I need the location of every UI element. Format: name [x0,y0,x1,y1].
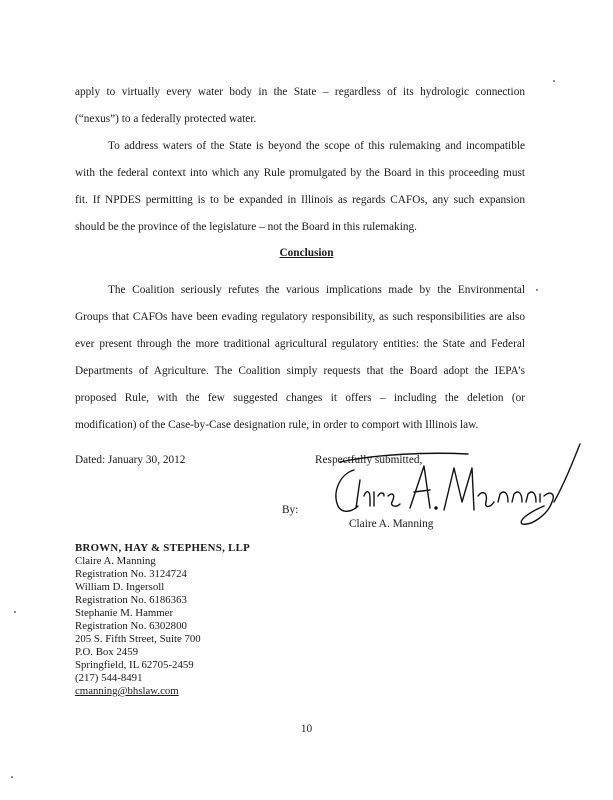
body-line: Groups that CAFOs have been evading regulatory responsibility, as such responsibilities are also [75,311,525,323]
scan-speck [14,611,16,613]
signature-stroke [554,444,580,502]
date-line: Dated: January 30, 2012 [75,454,186,466]
page-number: 10 [300,723,313,735]
scan-speck [11,776,13,778]
signature-stroke [356,480,400,508]
signature-stroke [336,470,358,511]
body-line: Departments of Agriculture. The Coalition simply requests that the Board adopt the IEPA’s [75,365,525,377]
signer-name: Claire A. Manning [349,518,434,530]
body-line: should be the province of the legislature – not the Board in this rulemaking. [75,221,417,233]
body-line: modification) of the Case-by-Case designation rule, in order to comport with Illinois law. [75,419,479,431]
firm-line: Registration No. 6186363 [75,594,187,606]
body-line: apply to virtually every water body in the State – regardless of its hydrologic connection [75,86,525,98]
firm-line: Springfield, IL 62705-2459 [75,659,194,671]
body-line: fit. If NPDES permitting is to be expanded in Illinois as regards CAFOs, any such expansion [75,194,525,206]
firm-block [75,542,250,698]
firm-line: 205 S. Fifth Street, Suite 700 [75,633,201,645]
firm-line: P.O. Box 2459 [75,646,138,658]
firm-line: Registration No. 3124724 [75,568,187,580]
firm-line: Claire A. Manning [75,555,156,567]
firm-line: Stephanie M. Hammer [75,607,174,619]
scan-speck [553,80,555,82]
firm-name: BROWN, HAY & STEPHENS, LLP [75,542,250,554]
body-line: (“nexus”) to a federally protected water. [75,113,257,125]
scan-speck [536,289,538,291]
signature-stroke [410,466,430,508]
signature-stroke [444,468,474,510]
firm-line: Registration No. 6302800 [75,620,187,632]
email-link[interactable]: cmanning@bhslaw.com [75,685,179,697]
signature-stroke [435,507,437,509]
body-line: ever present through the more traditional agricultural regulatory entities: the State and Federal [75,338,525,350]
handwritten-signature [318,440,588,535]
firm-line: William D. Ingersoll [75,581,165,593]
by-label: By: [282,504,299,516]
body-line: with the federal context into which any Rule promulgated by the Board in this proceeding must [75,167,525,179]
signature-stroke [478,492,540,506]
body-line: proposed Rule, with the few suggested changes it offers – including the deletion (or [75,392,525,404]
body-line: The Coalition seriously refutes the various implications made by the Environmental [108,284,525,296]
signature-stroke [340,453,468,462]
body-line: To address waters of the State is beyond the scope of this rulemaking and incompatible [108,140,525,152]
section-heading: Conclusion [279,247,334,259]
firm-line: (217) 544-8491 [75,672,143,684]
closing-line: Respectfully submitted, [315,454,423,466]
signature-stroke [521,493,553,524]
